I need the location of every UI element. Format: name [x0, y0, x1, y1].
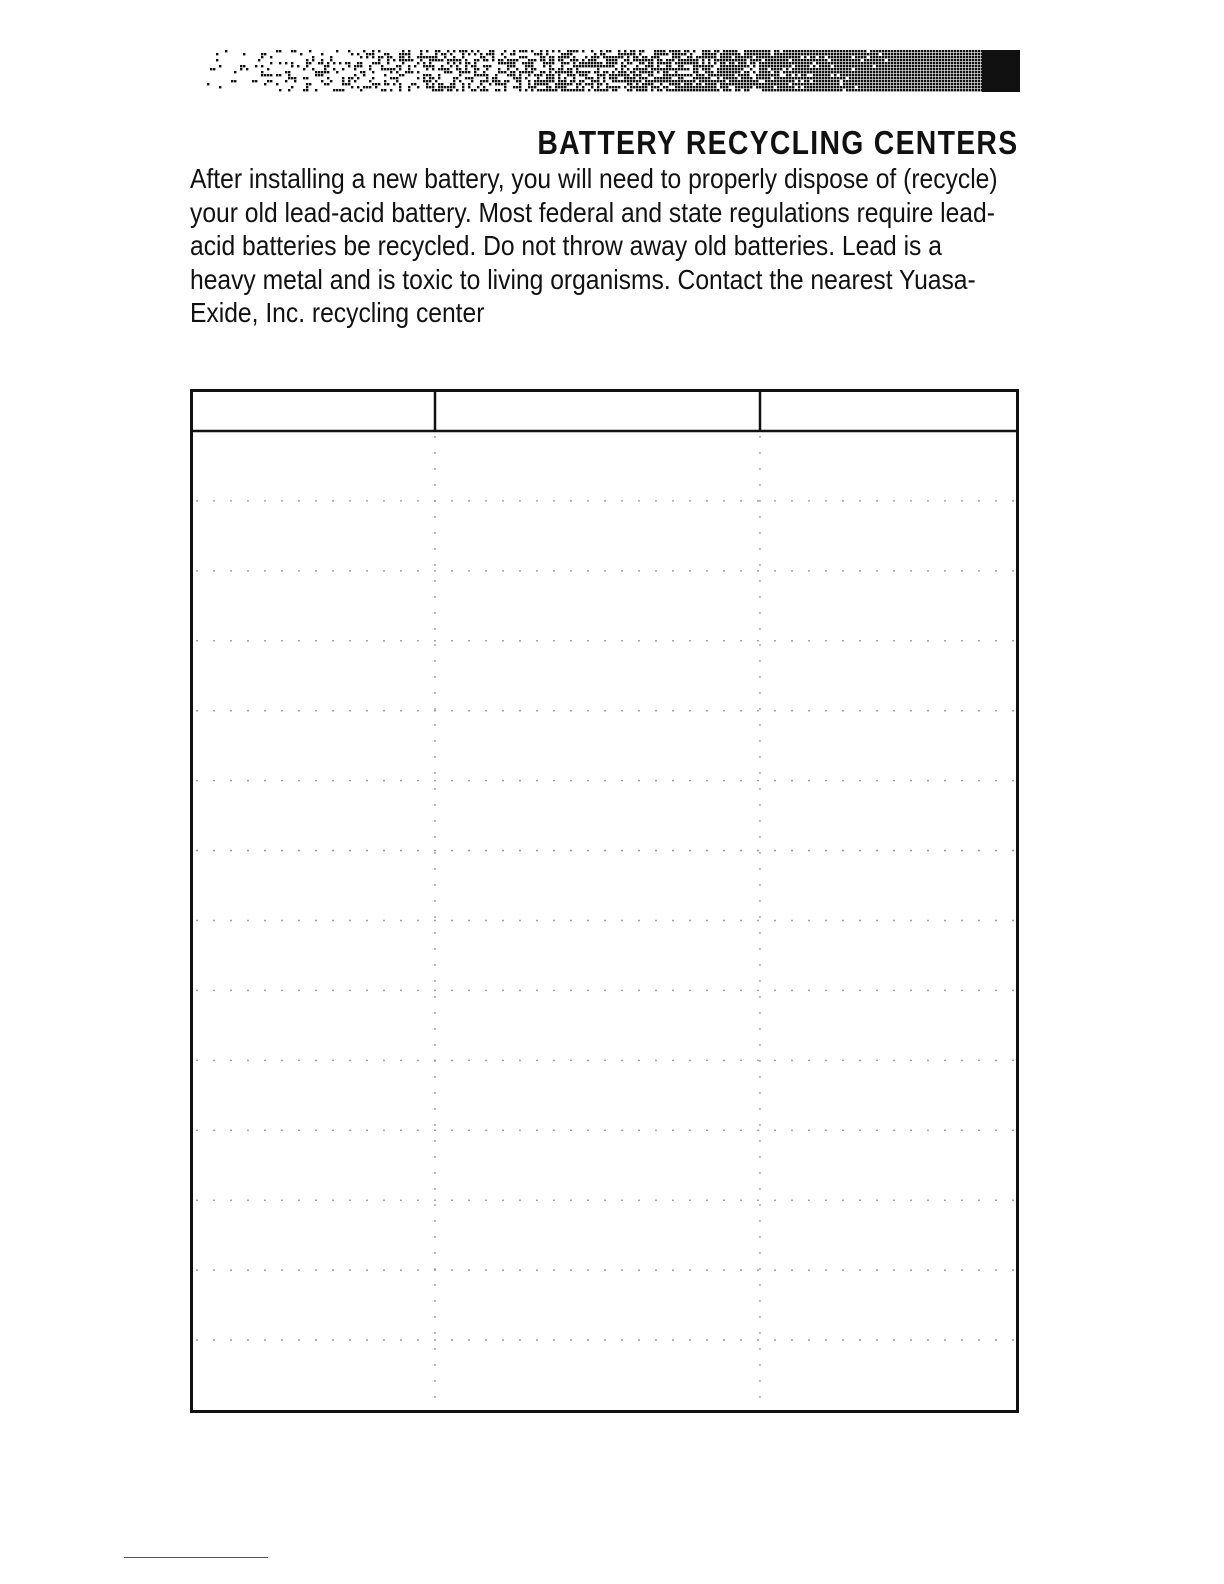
- page-title: BATTERY RECYCLING CENTERS: [536, 124, 1018, 162]
- recycling-table-grid: [190, 389, 1019, 1413]
- table-outer-border: [192, 391, 1018, 1412]
- halftone-gradient: [192, 50, 1020, 92]
- intro-text: After installing a new battery, you will need to properly dispose of (recycle) your old lead-acid battery. Most federal and state regulations require lead-acid batteries be recycled. Do not throw away old batteries. Lead is a heavy metal and is toxic to living organisms. Contact the nearest Yuasa-Exide, Inc. recycling center: [190, 163, 998, 329]
- intro-paragraph: [190, 162, 1008, 330]
- recycling-centers-table: [190, 389, 1019, 1413]
- halftone-header-bar: [192, 50, 1020, 92]
- footer-link-underline: [124, 1557, 268, 1558]
- dotted-cell-guides: [196, 436, 1014, 1398]
